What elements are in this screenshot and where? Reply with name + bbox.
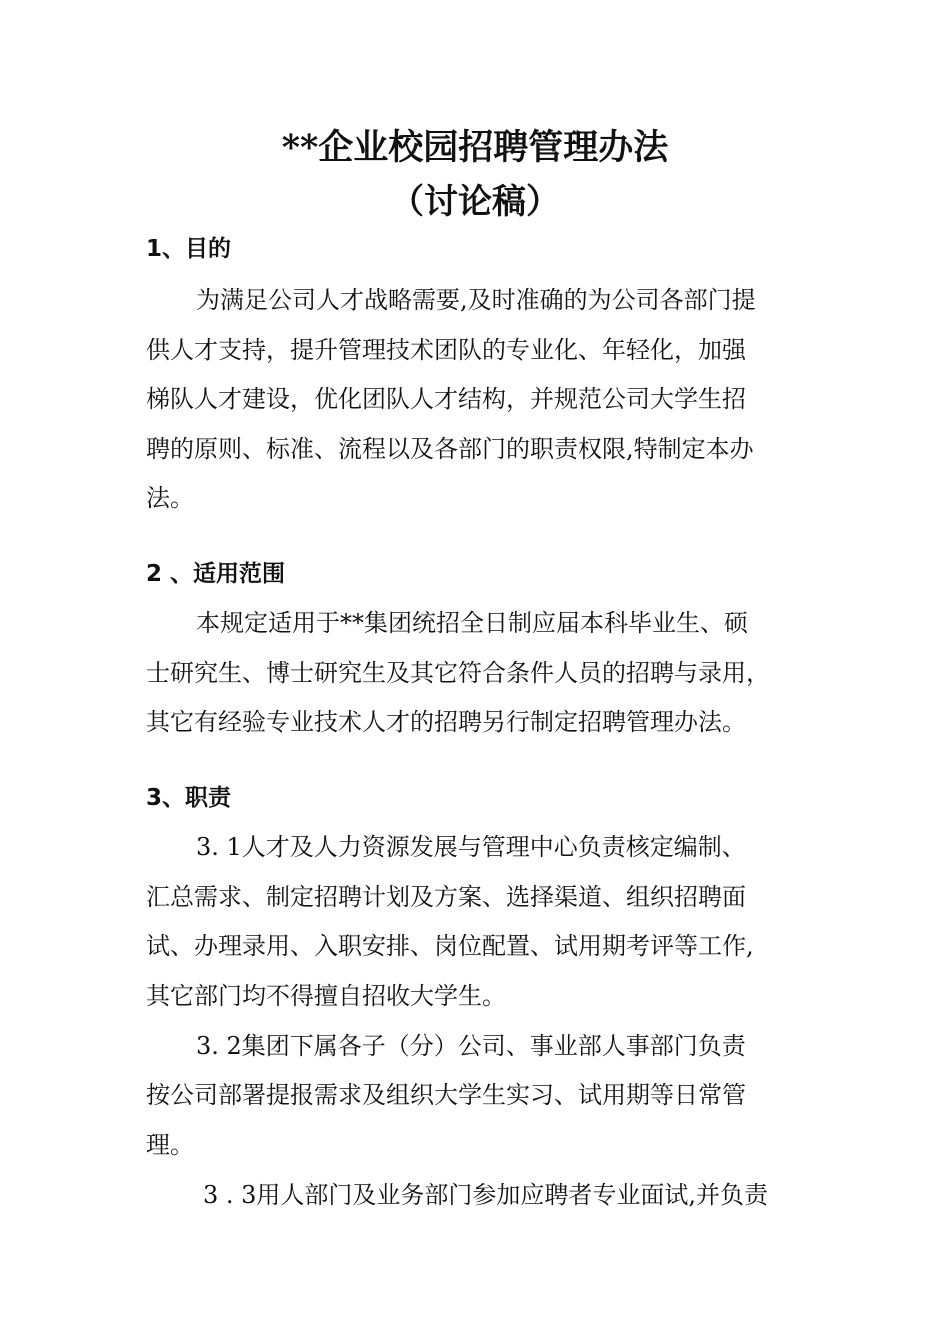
paragraph-line: 法。 — [146, 484, 194, 512]
paragraph-line: 供人才支持，提升管理技术团队的专业化、年轻化，加强 — [146, 336, 746, 364]
paragraph-line: 本规定适用于**集团统招全日制应届本科毕业生、硕 — [196, 609, 748, 637]
paragraph-line: 3 . 3用人部门及业务部门参加应聘者专业面试,并负责 — [203, 1181, 769, 1209]
paragraph-line: 梯队人才建设，优化团队人才结构，并规范公司大学生招 — [146, 385, 746, 413]
paragraph-line: 为满足公司人才战略需要,及时准确的为公司各部门提 — [196, 286, 756, 314]
paragraph-line: 试、办理录用、入职安排、岗位配置、试用期考评等工作, — [146, 932, 754, 960]
paragraph-line: 3. 2集团下属各子（分）公司、事业部人事部门负责 — [196, 1032, 746, 1060]
paragraph-line: 3. 1人才及人力资源发展与管理中心负责核定编制、 — [196, 833, 746, 861]
section-heading-purpose: 1、目的 — [146, 236, 232, 262]
document-title: **企业校园招聘管理办法 — [281, 127, 669, 168]
section-heading-responsibilities: 3、职责 — [146, 785, 232, 811]
paragraph-line: 理。 — [146, 1131, 194, 1159]
section-heading-scope: 2 、适用范围 — [146, 561, 286, 587]
paragraph-line: 士研究生、博士研究生及其它符合条件人员的招聘与录用， — [146, 659, 770, 687]
document-subtitle: （讨论稿） — [390, 182, 560, 222]
paragraph-line: 按公司部署提报需求及组织大学生实习、试用期等日常管 — [146, 1081, 746, 1109]
paragraph-line: 聘的原则、标准、流程以及各部门的职责权限,特制定本办 — [146, 435, 754, 463]
paragraph-line: 汇总需求、制定招聘计划及方案、选择渠道、组织招聘面 — [146, 883, 746, 911]
paragraph-line: 其它有经验专业技术人才的招聘另行制定招聘管理办法。 — [146, 708, 746, 736]
paragraph-line: 其它部门均不得擅自招收大学生。 — [146, 982, 506, 1010]
